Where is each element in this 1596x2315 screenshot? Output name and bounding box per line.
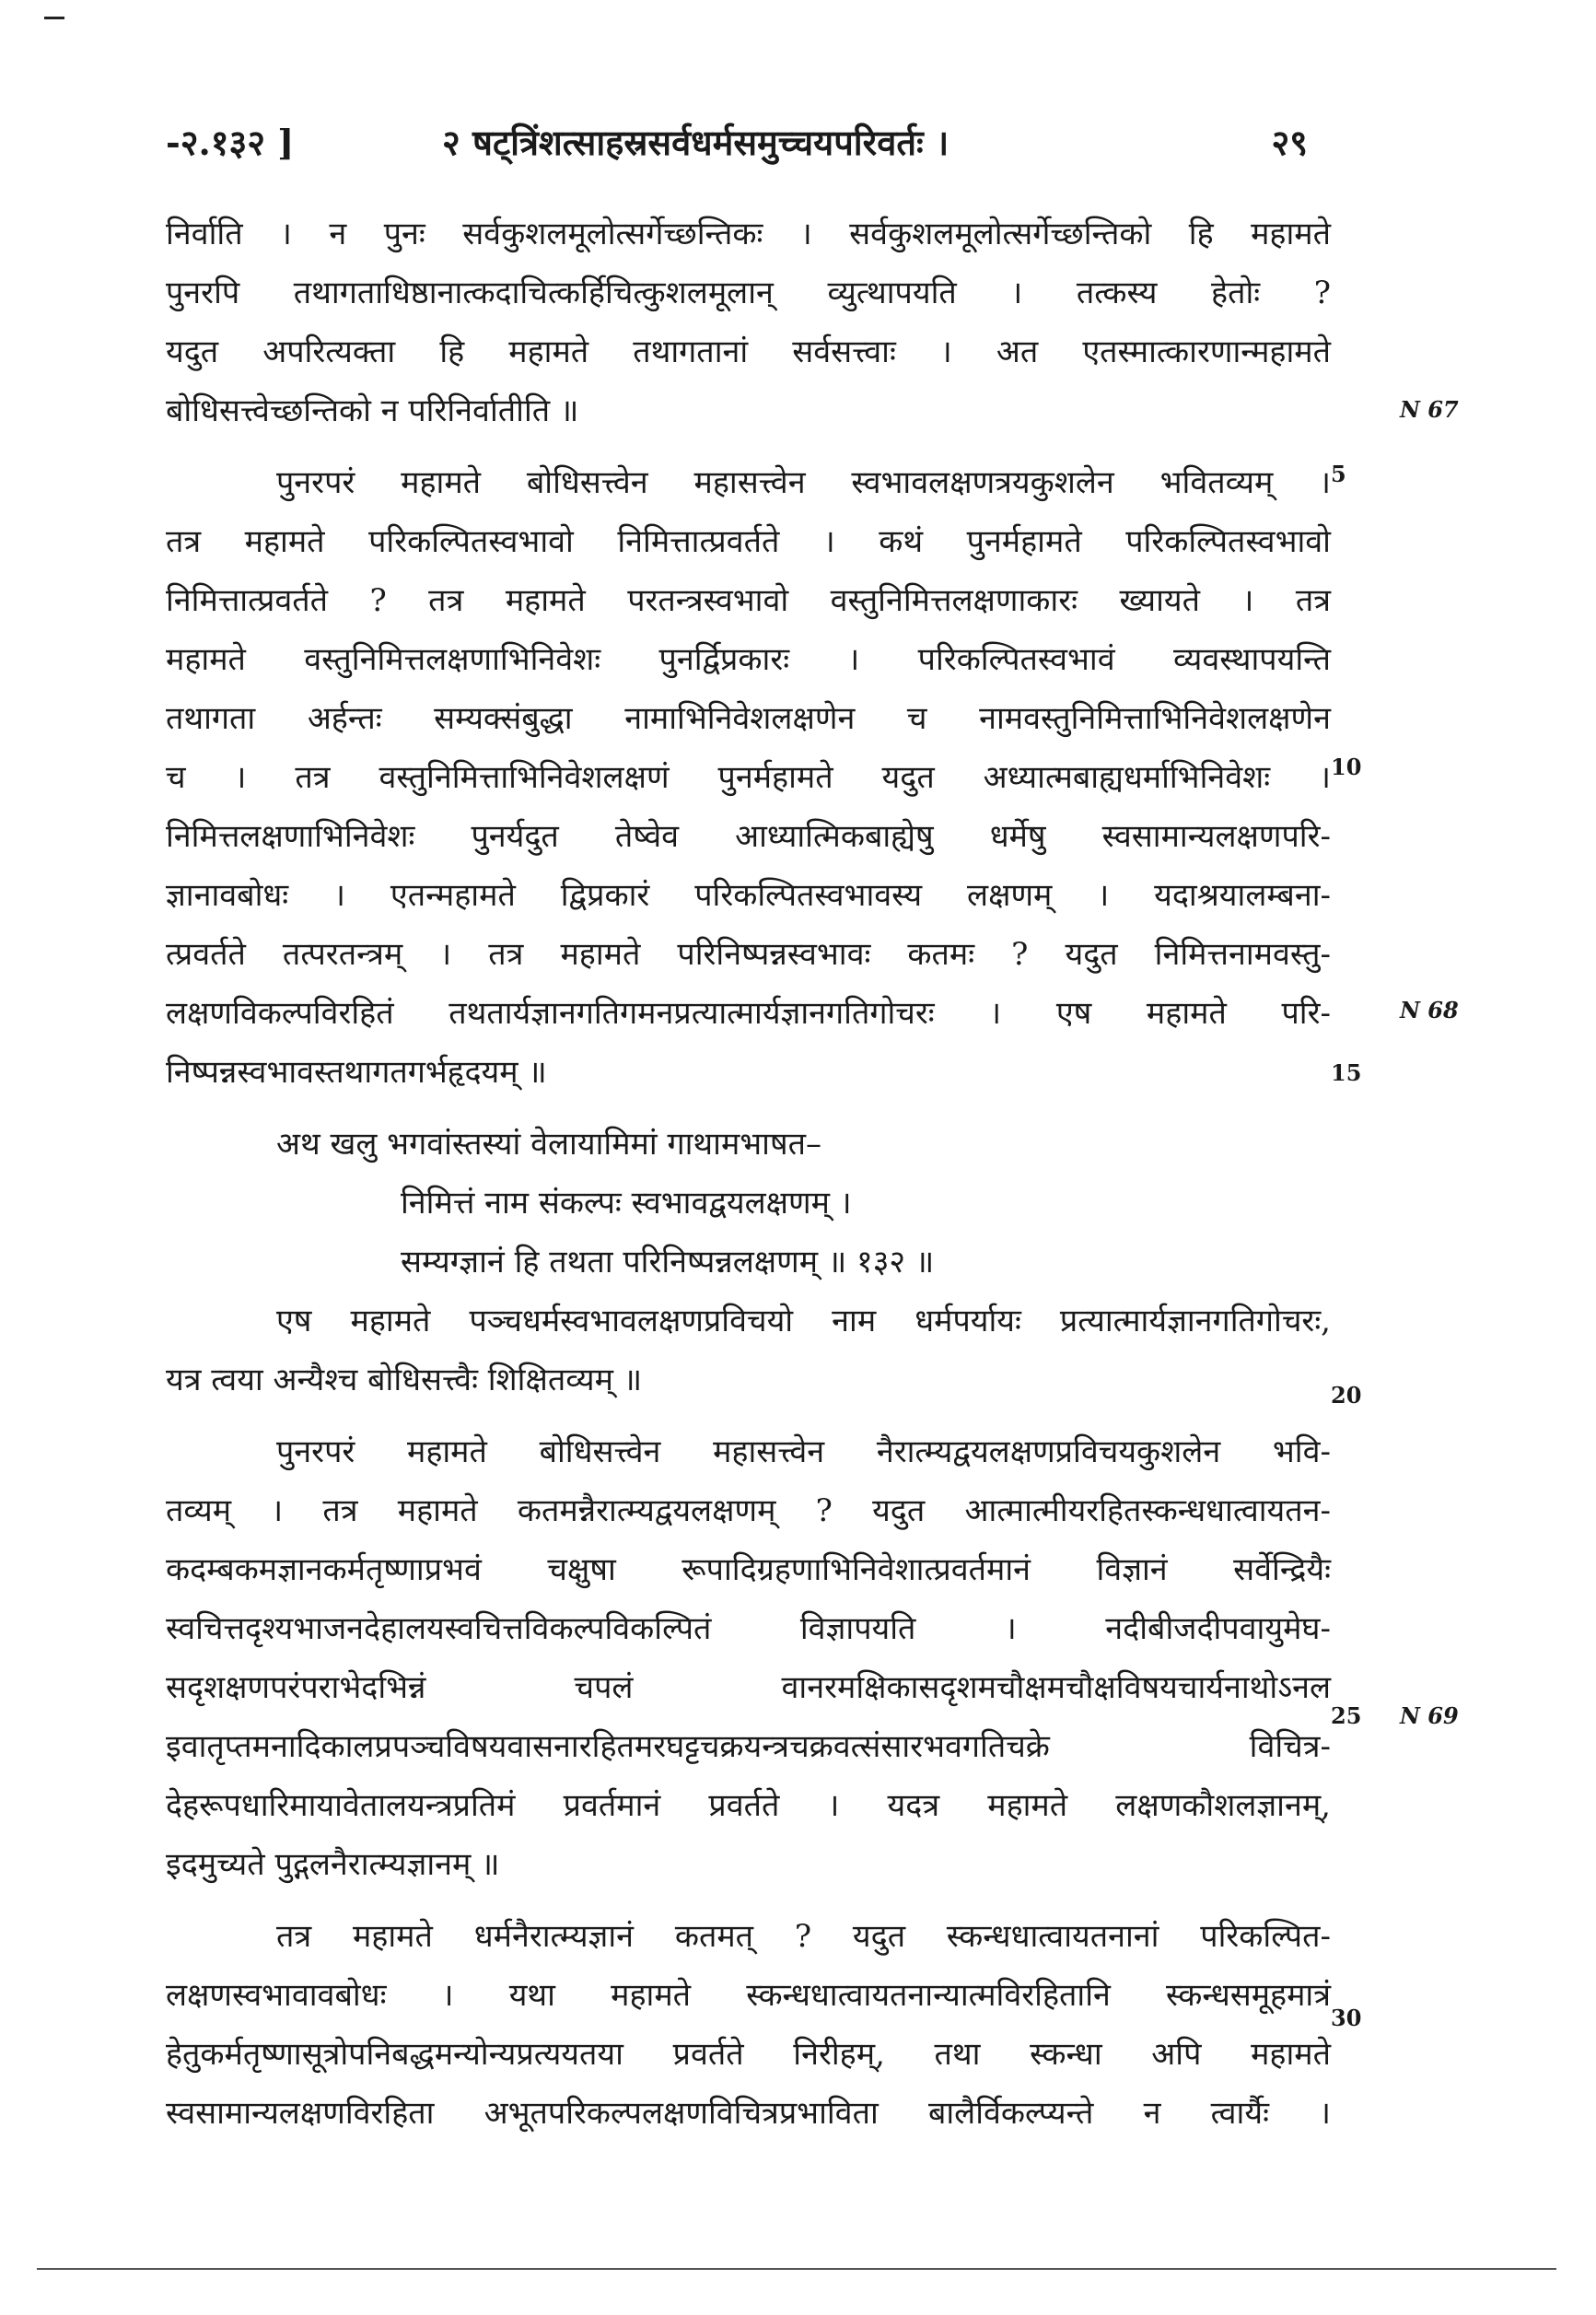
margin-ref-n67: N 67 [1400,396,1459,423]
text-line: देहरूपधारिमायावेतालयन्त्रप्रतिमं प्रवर्तमानं प्रवर्तते । यदत्र महामते लक्षणकौशलज्ञानम्, [166,1787,1331,1824]
text-line: ज्ञानावबोधः । एतन्महामते द्विप्रकारं परिकल्पितस्वभावस्य लक्षणम् । यदाश्रयालम्बना- [166,877,1331,914]
verse-line: सम्यग्ज्ञानं हि तथता परिनिष्पन्नलक्षणम् ॥ १३२ ॥ [401,1244,935,1280]
text-line: पुनरपरं महामते बोधिसत्त्वेन महासत्त्वेन स्वभावलक्षणत्रयकुशलेन भवितव्यम् । [276,464,1331,501]
margin-line-15: 15 [1331,1059,1362,1086]
bottom-rule [37,2268,1556,2270]
text-line: लक्षणस्वभावावबोधः । यथा महामते स्कन्धधात्वायतनान्यात्मविरहितानि स्कन्धसमूहमात्रं [166,1977,1331,2014]
text-line: तत्र महामते धर्मनैरात्म्यज्ञानं कतमत् ? यदुत स्कन्धधात्वायतनानां परिकल्पित- [276,1918,1331,1955]
margin-line-10: 10 [1331,754,1362,780]
text-line: स्वसामान्यलक्षणविरहिता अभूतपरिकल्पलक्षणविचित्रप्रभाविता बालैर्विकल्प्यन्ते न त्वार्यैः । [166,2095,1331,2132]
margin-ref-n69: N 69 [1400,1702,1459,1729]
margin-line-30: 30 [1331,2005,1362,2031]
text-line: तत्र महामते परिकल्पितस्वभावो निमित्तात्प्रवर्तते । कथं पुनर्महामते परिकल्पितस्वभावो [166,523,1331,560]
main-text [166,205,1331,2143]
text-line: तथागता अर्हन्तः सम्यक्संबुद्धा नामाभिनिवेशलक्षणेन च नामवस्तुनिमित्ताभिनिवेशलक्षणेन [166,700,1331,737]
text-line: च । तत्र वस्तुनिमित्ताभिनिवेशलक्षणं पुनर्महामते यदुत अध्यात्मबाह्यधर्माभिनिवेशः । [166,759,1331,796]
text-line: तव्यम् । तत्र महामते कतमन्नैरात्म्यद्वयलक्षणम् ? यदुत आत्मात्मीयरहितस्कन्धधात्वायतन- [166,1492,1331,1529]
header-chapter-title: २ षट्त्रिंशत्साहस्रसर्वधर्मसमुच्चयपरिवर्तः । [442,122,949,163]
margin-ref-n68: N 68 [1400,997,1459,1023]
margin-line-20: 20 [1331,1382,1362,1409]
text-line: यत्र त्वया अन्यैश्च बोधिसत्त्वैः शिक्षितव्यम् ॥ [166,1362,643,1398]
text-line: महामते वस्तुनिमित्तलक्षणाभिनिवेशः पुनर्द्विप्रकारः । परिकल्पितस्वभावं व्यवस्थापयन्ति [166,641,1331,678]
text-line: निर्वाति । न पुनः सर्वकुशलमूलोत्सर्गेच्छन्तिकः । सर्वकुशलमूलोत्सर्गेच्छन्तिको हि महामते [166,216,1331,252]
text-line: त्प्रवर्तते तत्परतन्त्रम् । तत्र महामते परिनिष्पन्नस्वभावः कतमः ? यदुत निमित्तनामवस्तु- [166,936,1331,973]
text-line: इदमुच्यते पुद्गलनैरात्म्यज्ञानम् ॥ [166,1846,500,1883]
text-line: अथ खलु भगवांस्तस्यां वेलायामिमां गाथामभाषत– [276,1126,822,1163]
text-line: कदम्बकमज्ञानकर्मतृष्णाप्रभवं चक्षुषा रूपादिग्रहणाभिनिवेशात्प्रवर्तमानं विज्ञानं सर्वेन्द्रियैः [166,1551,1331,1588]
text-line: सदृशक्षणपरंपराभेदभिन्नं चपलं वानरमक्षिकासदृशमचौक्षमचौक्षविषयचार्यनाथोऽनल [166,1669,1331,1706]
text-line: यदुत अपरित्यक्ता हि महामते तथागतानां सर्वसत्त्वाः । अत एतस्मात्कारणान्महामते [166,333,1331,370]
header-page-number: २९ [1271,122,1308,163]
text-line: हेतुकर्मतृष्णासूत्रोपनिबद्धमन्योन्यप्रत्ययतया प्रवर्तते निरीहम्, तथा स्कन्धा अपि महामते [166,2036,1331,2073]
text-line: इवातृप्तमनादिकालप्रपञ्चविषयवासनारहितमरघट्टचक्रयन्त्रचक्रवत्संसारभवगतिचक्रे विचित्र- [166,1728,1331,1765]
margin-line-5: 5 [1331,461,1346,487]
text-line: निमित्तात्प्रवर्तते ? तत्र महामते परतन्त्रस्वभावो वस्तुनिमित्तलक्षणाकारः ख्यायते । तत्र [166,582,1331,619]
running-header [166,118,1335,173]
verse-line: निमित्तं नाम संकल्पः स्वभावद्वयलक्षणम् । [401,1185,852,1222]
text-line: पुनरपरं महामते बोधिसत्त्वेन महासत्त्वेन नैरात्म्यद्वयलक्षणप्रविचयकुशलेन भवि- [276,1433,1331,1470]
text-line: स्वचित्तदृश्यभाजनदेहालयस्वचित्तविकल्पविकल्पितं विज्ञापयति । नदीबीजदीपवायुमेघ- [166,1610,1331,1647]
text-line: एष महामते पञ्चधर्मस्वभावलक्षणप्रविचयो नाम धर्मपर्यायः प्रत्यात्मार्यज्ञानगतिगोचरः, [276,1303,1331,1339]
text-line: निष्पन्नस्वभावस्तथागतगर्भहृदयम् ॥ [166,1054,547,1091]
header-verse-range: -२.१३२ ] [166,122,295,163]
text-line: पुनरपि तथागताधिष्ठानात्कदाचित्कर्हिचित्कुशलमूलान् व्युत्थापयति । तत्कस्य हेतोः ? [166,275,1331,311]
text-line: निमित्तलक्षणाभिनिवेशः पुनर्यदुत तेष्वेव आध्यात्मिकबाह्येषु धर्मेषु स्वसामान्यलक्षणपरि- [166,818,1331,855]
text-line: लक्षणविकल्पविरहितं तथतार्यज्ञानगतिगमनप्रत्यात्मार्यज्ञानगतिगोचरः । एष महामते परि- [166,995,1331,1032]
text-line: बोधिसत्त्वेच्छन्तिको न परिनिर्वातीति ॥ [166,392,579,429]
margin-line-25: 25 [1331,1702,1362,1729]
top-edge-mark [44,17,64,19]
